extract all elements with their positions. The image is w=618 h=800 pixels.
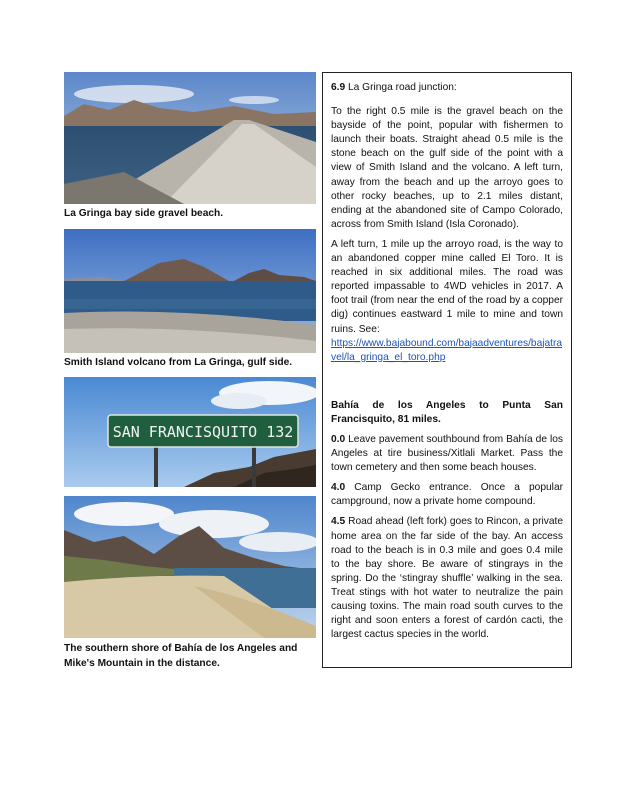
shore-photo [64, 496, 316, 638]
paragraph [331, 238, 563, 365]
photo-caption-gravel-beach: La Gringa bay side gravel beach. [64, 208, 224, 219]
photo-caption-southern-shore: The southern shore of Bahía de los Angeles and Mike's Mountain in the distance. [64, 643, 298, 669]
mile-marker: 4.5 [331, 516, 346, 528]
volcano-photo [64, 229, 316, 353]
heading-text: La Gringa road junction: [345, 82, 457, 93]
paragraph-text: A left turn, 1 mile up the arroyo road, is the way to an abandoned copper mine called El Toro. It is reached in six additional miles. The road was reported impassable to 4WD vehicles in 2017. A foot trail (from near the end of the road by a copper dig) continues eastward 1 mile to mine and town ruins. See: [331, 238, 563, 335]
road-log-panel [322, 72, 572, 668]
section-title: Bahía de los Angeles to Punta San Francisquito, 81 miles. [331, 399, 563, 425]
mile-marker: 4.0 [331, 482, 346, 494]
road-log-entry [331, 433, 563, 475]
mile-marker: 0.0 [331, 433, 346, 445]
photo-caption-volcano: Smith Island volcano from La Gringa, gulf side. [64, 357, 293, 368]
junction-heading [331, 81, 563, 95]
mile-marker: 6.9 [331, 82, 346, 93]
entry-text: Camp Gecko entrance. Once a popular campground, now a private home compound. [331, 482, 563, 508]
el-toro-link[interactable]: https://www.bajabound.com/bajaadventures/bajatravel/la_gringa_el_toro.php [331, 337, 563, 363]
entry-text: Leave pavement southbound from Bahía de los Angeles at tire business/Xitlali Market. Pass the town cemetery and then some beach houses. [331, 433, 563, 474]
sign-text: SAN FRANCISQUITO 132 [112, 423, 294, 441]
road-sign-photo [64, 377, 316, 487]
entry-text: Road ahead (left fork) goes to Rincon, a private home area on the far side of the bay. An access road to the beach is in 0.3 mile and goes 0.4 mile to the bay shore. Be aware of stingrays in the spring. Do the ‘stingray shuffle’ walking in the sea. Treat stings with hot water to neutralize the pain causing toxins. The main road south curves to the right and soon enters a forest of cardón cacti, the largest cactus species in the world. [331, 516, 563, 641]
beach-photo [64, 72, 316, 204]
road-log-entry [331, 515, 563, 642]
paragraph: To the right 0.5 mile is the gravel beach on the bayside of the point, popular with fishermen to launch their boats. Straight ahead 0.5 mile is the stone beach on the gulf side of the point with a view of Smith Island and the volcano. A left turn, away from the beach and up the arroyo goes to other rocky beaches, up to 2.1 miles distant, ending at the abandoned site of Campo Colorado, across from Smith Island (Isla Coronado). [331, 106, 563, 230]
road-log-entry [331, 481, 563, 509]
